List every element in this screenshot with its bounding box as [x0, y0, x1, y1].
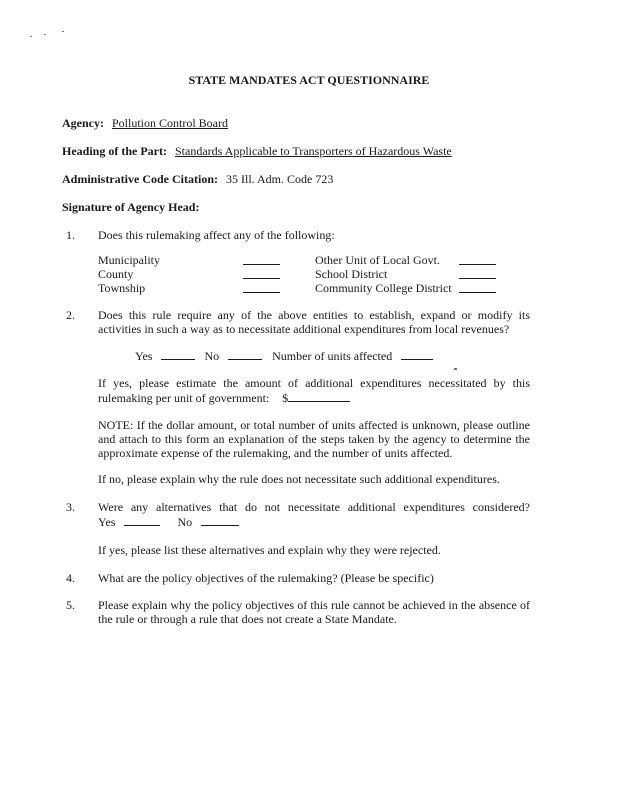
q1-blank-township[interactable]	[243, 292, 280, 293]
q3-number: 3.	[66, 500, 75, 514]
scan-speck	[30, 36, 32, 37]
q1-blank-county[interactable]	[243, 278, 280, 279]
q5-number: 5.	[66, 598, 75, 612]
q1-blank-school-district[interactable]	[459, 278, 496, 279]
q2-note: NOTE: If the dollar amount, or total number of units affected is unknown, please outline and attach to this form an explanation of the steps taken by the agency to determine the approximate expense of the rulemaking, and the number of units affected.	[98, 418, 530, 460]
q3-no-label: No	[177, 515, 193, 529]
q3-answer-row	[98, 514, 239, 529]
q4-text: What are the policy objectives of the rulemaking? (Please be specific)	[98, 571, 434, 585]
q2-if-no: If no, please explain why the rule does not necessitate such additional expenditures.	[98, 472, 500, 486]
q1-option-county: County	[98, 267, 134, 281]
q2-answer-row	[135, 348, 433, 363]
heading-row	[62, 144, 452, 158]
q2-text: Does this rule require any of the above entities to establish, expand or modify its activities in such a way as to necessitate additional expenditures from local revenues?	[98, 308, 530, 336]
q1-option-township: Township	[98, 281, 146, 295]
citation-value: 35 Ill. Adm. Code 723	[226, 172, 334, 186]
q1-number: 1.	[66, 228, 75, 242]
agency-value: Pollution Control Board	[112, 116, 229, 130]
q3-yes-blank[interactable]	[124, 514, 160, 526]
q1-blank-other-unit[interactable]	[459, 264, 496, 265]
q5-text: Please explain why the policy objectives of this rule cannot be achieved in the absence of the rule or through a rule that does not create a State Mandate.	[98, 598, 530, 626]
citation-row	[62, 172, 333, 186]
q2-dollar-blank[interactable]	[288, 390, 350, 402]
q2-units-blank[interactable]	[401, 348, 433, 360]
scan-speck	[454, 368, 457, 370]
q3-text: Were any alternatives that do not necessitate additional expenditures considered?	[98, 500, 530, 514]
q2-estimate-text: If yes, please estimate the amount of additional expenditures necessitated by this rulemaking per unit of government:	[98, 376, 530, 405]
q1-blank-community-college[interactable]	[459, 292, 496, 293]
q2-units-label: Number of units affected	[272, 349, 393, 363]
q3-if-yes: If yes, please list these alternatives and explain why they were rejected.	[98, 543, 441, 557]
q2-no-blank[interactable]	[228, 348, 262, 360]
heading-label: Heading of the Part:	[62, 144, 167, 158]
q2-no-label: No	[204, 349, 220, 363]
q1-blank-municipality[interactable]	[243, 264, 280, 265]
page-title: STATE MANDATES ACT QUESTIONNAIRE	[188, 73, 430, 87]
q2-yes-blank[interactable]	[161, 348, 195, 360]
citation-label: Administrative Code Citation:	[62, 172, 218, 186]
q2-estimate	[98, 376, 530, 405]
scan-speck	[62, 31, 64, 32]
q3-no-blank[interactable]	[201, 514, 239, 526]
q1-option-municipality: Municipality	[98, 253, 160, 267]
q1-text: Does this rulemaking affect any of the following:	[98, 228, 335, 242]
q3-yes-label: Yes	[98, 515, 116, 529]
signature-label: Signature of Agency Head:	[62, 200, 200, 214]
scan-speck	[44, 34, 46, 35]
q4-number: 4.	[66, 571, 75, 585]
q1-option-community-college: Community College District	[315, 281, 452, 295]
heading-value: Standards Applicable to Transporters of Hazardous Waste	[174, 144, 452, 158]
q2-yes-label: Yes	[135, 349, 153, 363]
agency-label: Agency:	[62, 116, 104, 130]
q1-option-school-district: School District	[315, 267, 388, 281]
q2-dollar-sign: $	[282, 391, 289, 405]
agency-row	[62, 116, 228, 130]
q1-option-other-unit: Other Unit of Local Govt.	[315, 253, 440, 267]
q2-number: 2.	[66, 308, 75, 322]
